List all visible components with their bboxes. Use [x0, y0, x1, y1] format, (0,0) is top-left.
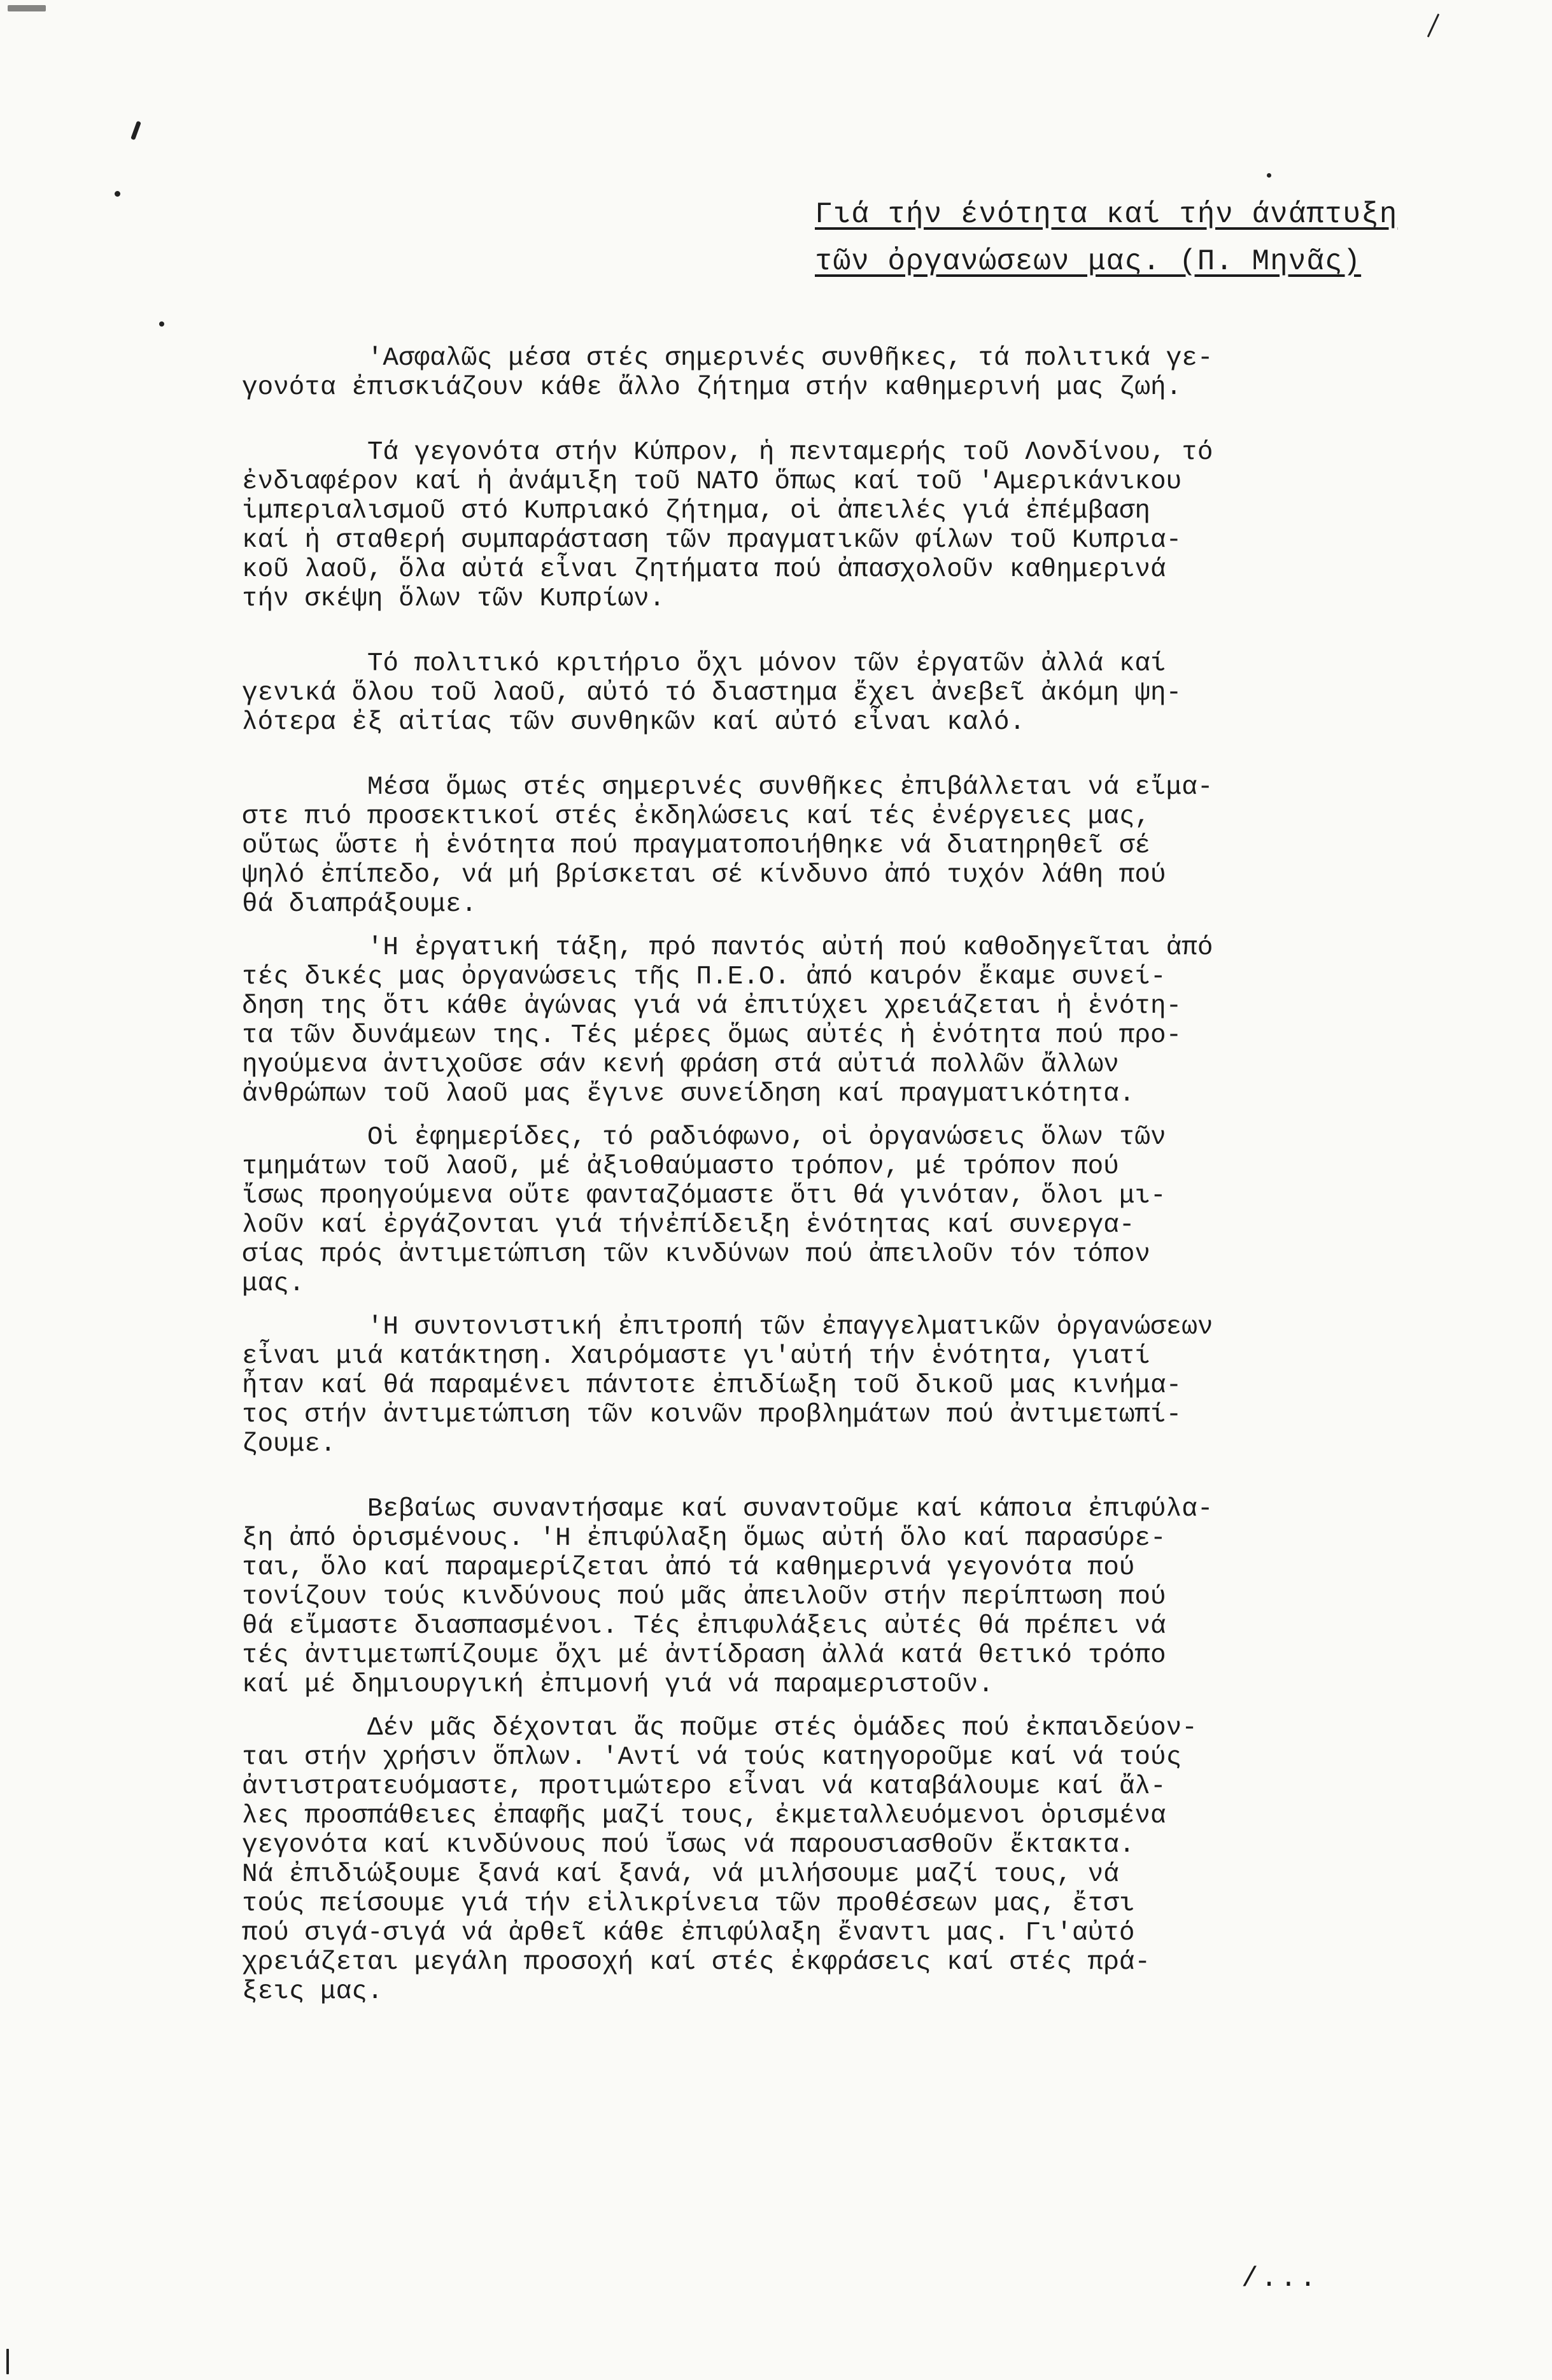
- text-line: τμημάτων τοῦ λαοῦ, μέ ἀξιοθαύμαστο τρόπον, μέ τρόπον πού: [242, 1152, 1119, 1181]
- text-line: 'Η συντονιστική ἐπιτροπή τῶν ἐπαγγελματικῶν ὀργανώσεων: [242, 1313, 1213, 1342]
- paragraph: [242, 649, 1439, 737]
- paragraph: [242, 1123, 1439, 1299]
- text-line: ηγούμενα ἀντιχοῦσε σάν κενή φράση στά αὐτιά πολλῶν ἄλλων: [242, 1050, 1119, 1080]
- text-line: ἐνδιαφέρον καί ἡ ἀνάμιξη τοῦ ΝΑΤΟ ὅπως καί τοῦ 'Αμερικάνικου: [242, 467, 1182, 496]
- text-line: τές ἀντιμετωπίζουμε ὄχι μέ ἀντίδραση ἀλλά κατά θετικό τρόπο: [242, 1641, 1166, 1670]
- text-line: σίας πρός ἀντιμετώπιση τῶν κινδύνων πού ἀπειλοῦν τόν τόπον: [242, 1240, 1151, 1269]
- text-line: ἀνθρώπων τοῦ λαοῦ μας ἔγινε συνείδηση καί πραγματικότητα.: [242, 1080, 1135, 1109]
- text-line: ἦταν καί θά παραμένει πάντοτε ἐπιδίωξη τοῦ δικοῦ μας κινήμα-: [242, 1371, 1182, 1400]
- text-line: εἶναι μιά κατάκτηση. Χαιρόμαστε γι'αὐτή τήν ἑνότητα, γιατί: [242, 1342, 1151, 1371]
- text-line: ζουμε.: [242, 1430, 336, 1459]
- text-line: τα τῶν δυνάμεων της. Τές μέρες ὅμως αὐτές ἡ ἑνότητα πού προ-: [242, 1021, 1182, 1050]
- paragraph: [242, 1313, 1439, 1459]
- title-line: τῶν ὀργανώσεων μας. (Π. Μηνᾶς): [815, 245, 1362, 278]
- text-line: χρειάζεται μεγάλη προσοχή καί στές ἐκφράσεις καί στές πρά-: [242, 1948, 1151, 1977]
- text-line: λες προσπάθειες ἐπαφῆς μαζί τους, ἐκμεταλλευόμενοι ὁρισμένα: [242, 1801, 1166, 1831]
- text-line: Οἱ ἐφημερίδες, τό ραδιόφωνο, οἱ ὀργανώσεις ὅλων τῶν: [242, 1123, 1166, 1152]
- text-line: τές δικές μας ὀργανώσεις τῆς Π.Ε.Ο. ἀπό καιρόν ἔκαμε συνεί-: [242, 962, 1166, 992]
- title-line: Γιά τήν ένότητα καί τήν άνάπτυξη: [815, 198, 1398, 231]
- text-line: ξεις μας.: [242, 1977, 383, 2006]
- text-line: θά εἴμαστε διασπασμένοι. Τές ἐπιφυλάξεις αὐτές θά πρέπει νά: [242, 1612, 1166, 1641]
- text-line: Τά γεγονότα στήν Κύπρον, ἡ πενταμερής τοῦ Λονδίνου, τό: [242, 438, 1213, 467]
- text-line: καί μέ δημιουργική ἐπιμονή γιά νά παραμεριστοῦν.: [242, 1670, 994, 1700]
- text-line: γεγονότα καί κινδύνους πού ἴσως νά παρουσιασθοῦν ἔκτακτα.: [242, 1831, 1135, 1860]
- text-line: ξη ἀπό ὁρισμένους. 'Η ἐπιφύλαξη ὅμως αὐτή ὅλο καί παρασύρε-: [242, 1524, 1166, 1553]
- continuation-marker: /...: [1241, 2263, 1319, 2295]
- text-line: πού σιγά-σιγά νά ἀρθεῖ κάθε ἐπιφύλαξη ἔναντι μας. Γι'αὐτό: [242, 1919, 1135, 1948]
- text-line: τούς πείσουμε γιά τήν εἰλικρίνεια τῶν προθέσεων μας, ἔτσι: [242, 1889, 1135, 1919]
- scan-speck: [8, 5, 46, 11]
- text-line: Βεβαίως συναντήσαμε καί συναντοῦμε καί κάποια ἐπιφύλα-: [242, 1495, 1213, 1524]
- text-line: οὕτως ὥστε ἡ ἑνότητα πού πραγματοποιήθηκε νά διατηρηθεῖ σέ: [242, 831, 1151, 861]
- text-line: γενικά ὅλου τοῦ λαοῦ, αὐτό τό διαστημα ἔχει ἀνεβεῖ ἀκόμη ψη-: [242, 679, 1182, 708]
- text-line: Δέν μᾶς δέχονται ἄς ποῦμε στές ὁμάδες πού ἐκπαιδεύον-: [242, 1714, 1197, 1743]
- text-line: θά διαπράξουμε.: [242, 890, 477, 919]
- text-line: τος στήν ἀντιμετώπιση τῶν κοινῶν προβλημάτων πού ἀντιμετωπί-: [242, 1400, 1182, 1430]
- text-line: τήν σκέψη ὅλων τῶν Κυπρίων.: [242, 584, 665, 614]
- text-line: καί ἡ σταθερή συμπαράσταση τῶν πραγματικῶν φίλων τοῦ Κυπρια-: [242, 526, 1182, 555]
- text-line: Νά ἐπιδιώξουμε ξανά καί ξανά, νά μιλήσουμε μαζί τους, νά: [242, 1860, 1119, 1889]
- scan-speck: [1427, 13, 1440, 38]
- text-line: ἰμπεριαλισμοῦ στό Κυπριακό ζήτημα, οἱ ἀπειλές γιά ἐπέμβαση: [242, 496, 1151, 526]
- text-line: ται στήν χρήσιν ὅπλων. 'Αντί νά τούς κατηγοροῦμε καί νά τούς: [242, 1743, 1182, 1772]
- document-title: [815, 191, 1397, 285]
- paragraph: [242, 933, 1439, 1109]
- text-line: ἀντιστρατευόμαστε, προτιμώτερο εἶναι νά καταβάλουμε καί ἄλ-: [242, 1772, 1166, 1801]
- paragraph: [242, 344, 1439, 402]
- paragraph: [242, 438, 1439, 614]
- text-line: λότερα ἐξ αἰτίας τῶν συνθηκῶν καί αὐτό εἶναι καλό.: [242, 708, 1026, 737]
- text-line: μας.: [242, 1269, 305, 1299]
- scan-speck: [6, 2349, 9, 2374]
- text-line: ἴσως προηγούμενα οὔτε φανταζόμαστε ὅτι θά γινόταν, ὅλοι μι-: [242, 1181, 1166, 1211]
- scan-speck: [115, 191, 120, 197]
- text-line: ται, ὅλο καί παραμερίζεται ἀπό τά καθημερινά γεγονότα πού: [242, 1553, 1135, 1582]
- paragraph: [242, 1495, 1439, 1700]
- text-line: στε πιό προσεκτικοί στές ἐκδηλώσεις καί τές ἐνέργειες μας,: [242, 802, 1151, 831]
- scan-speck: [131, 121, 141, 141]
- document-body: [242, 344, 1439, 2020]
- text-line: Τό πολιτικό κριτήριο ὄχι μόνον τῶν ἐργατῶν ἀλλά καί: [242, 649, 1166, 679]
- text-line: δηση της ὅτι κάθε ἀγώνας γιά νά ἐπιτύχει χρειάζεται ἡ ἑνότη-: [242, 992, 1182, 1021]
- text-line: κοῦ λαοῦ, ὅλα αὐτά εἶναι ζητήματα πού ἀπασχολοῦν καθημερινά: [242, 555, 1166, 584]
- paragraph: [242, 1714, 1439, 2006]
- text-line: τονίζουν τούς κινδύνους πού μᾶς ἀπειλοῦν στήν περίπτωση πού: [242, 1582, 1166, 1612]
- text-line: ψηλό ἐπίπεδο, νά μή βρίσκεται σέ κίνδυνο ἀπό τυχόν λάθη πού: [242, 861, 1166, 890]
- text-line: Μέσα ὅμως στές σημερινές συνθῆκες ἐπιβάλλεται νά εἴμα-: [242, 773, 1213, 802]
- text-line: 'Ασφαλῶς μέσα στές σημερινές συνθῆκες, τά πολιτικά γε-: [242, 344, 1213, 373]
- text-line: 'Η ἐργατική τάξη, πρό παντός αὐτή πού καθοδηγεῖται ἀπό: [242, 933, 1213, 962]
- scan-speck: [1267, 173, 1271, 178]
- text-line: γονότα ἐπισκιάζουν κάθε ἄλλο ζήτημα στήν καθημερινή μας ζωή.: [242, 373, 1182, 402]
- scan-speck: [159, 321, 164, 327]
- text-line: λοῦν καί ἐργάζονται γιά τήνἐπίδειξη ἑνότητας καί συνεργα-: [242, 1211, 1135, 1240]
- paragraph: [242, 773, 1439, 919]
